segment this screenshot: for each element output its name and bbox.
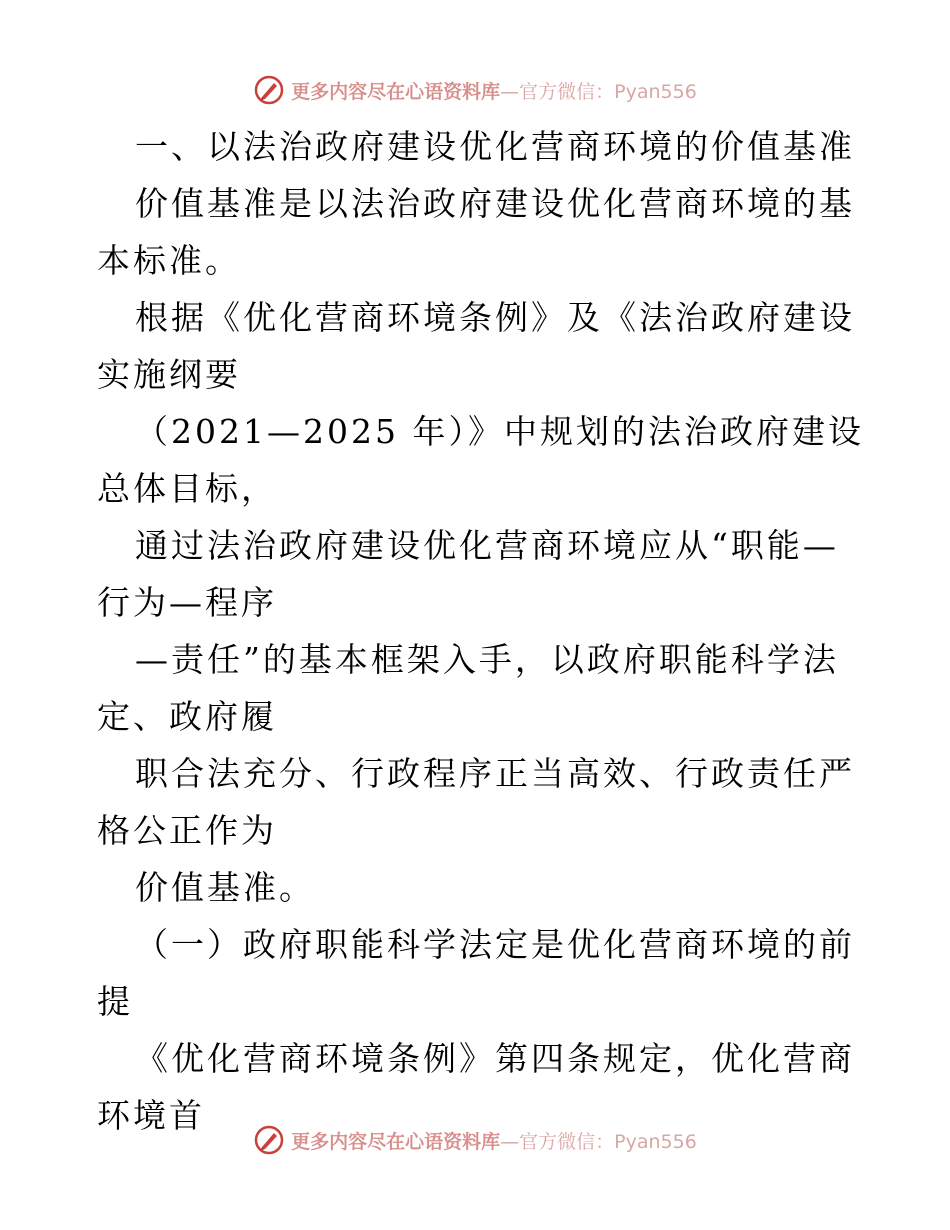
paragraph: 价值基准是以法治政府建设优化营商环境的基本标准。 (97, 184, 855, 280)
document-body (97, 118, 867, 1144)
paragraph: —责任”的基本框架入手，以政府职能科学法定、政府履 (97, 640, 839, 736)
watermark-separator: — (500, 1130, 520, 1153)
pen-logo-icon (253, 1124, 285, 1156)
paragraph: 《优化营商环境条例》第四条规定，优化营商环境首 (97, 1039, 855, 1135)
watermark-main: 更多内容尽在心语资料库 (291, 80, 501, 103)
footer-watermark (0, 1120, 950, 1160)
pen-logo-icon (253, 74, 285, 106)
paragraph: 价值基准。 (135, 868, 315, 907)
header-watermark (0, 70, 950, 110)
watermark-text (291, 77, 697, 104)
paragraph: （2021—2025 年）》中规划的法治政府建设总体目标， (97, 412, 864, 508)
watermark-account: 官方微信：Pyan556 (519, 1130, 697, 1153)
watermark-separator: — (500, 80, 520, 103)
watermark-account: 官方微信：Pyan556 (519, 80, 697, 103)
paragraph: 通过法治政府建设优化营商环境应从“职能—行为—程序 (97, 526, 839, 622)
paragraph: 根据《优化营商环境条例》及《法治政府建设实施纲要 (97, 298, 855, 394)
heading-subsection-one: （一）政府职能科学法定是优化营商环境的前提 (97, 925, 855, 1021)
heading-section-one: 一、以法治政府建设优化营商环境的价值基准 (135, 127, 855, 166)
paragraph: 职合法充分、行政程序正当高效、行政责任严格公正作为 (97, 754, 855, 850)
watermark-text (291, 1127, 697, 1154)
watermark-main: 更多内容尽在心语资料库 (291, 1130, 501, 1153)
